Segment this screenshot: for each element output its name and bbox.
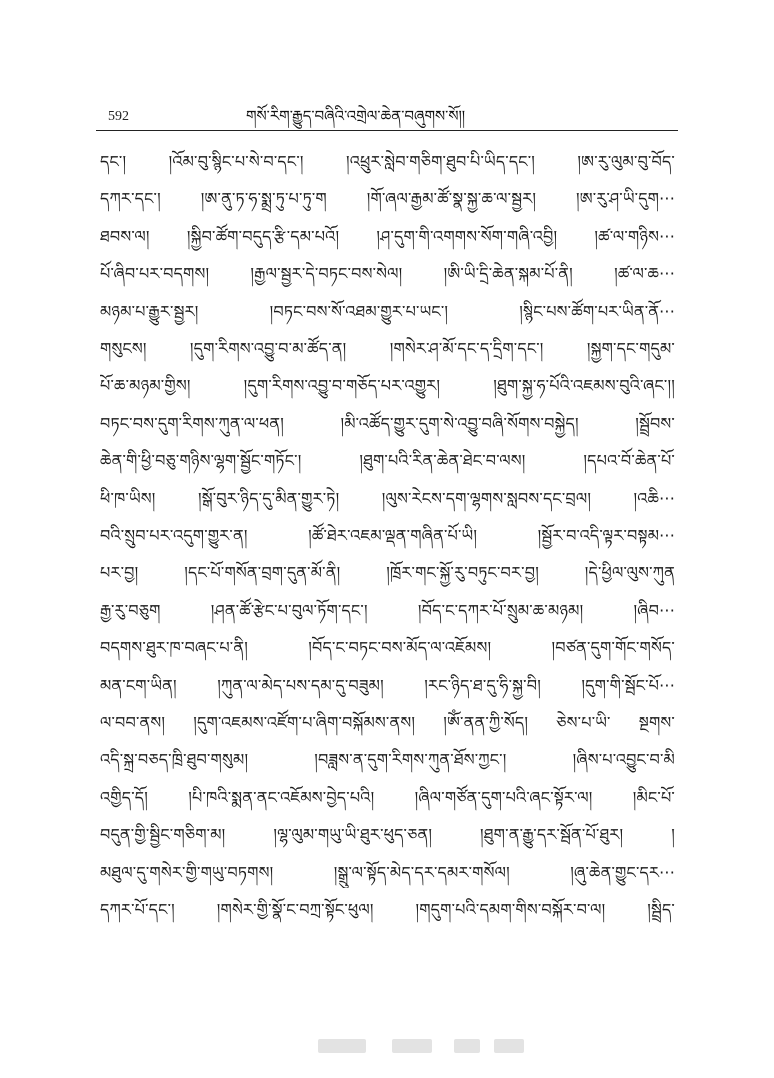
scan-smudge xyxy=(392,1039,432,1053)
text-line: དཀར་དང་། །ཨ་ནུ་ཏ་ཧ་སྨྲ་ཏུ་པ་ཏུ་ག །གོ་ཞལ་རྒྱམ་ཚོ་སྣ་སྐྱ་ཆ་ལ་སྦྱར། །ཨ་རུ་ཤ་ཡི་དུག··· xyxy=(100,189,675,209)
page-header xyxy=(96,96,678,130)
body-text xyxy=(100,147,675,947)
text-line: ཆེན་གི་ཕྱི་བཅུ་གཉིས་ལྷག་སྦྱོང་གཏོང་། །ཐུག་པའི་རིན་ཆེན་ཐེང་བ་ལས། །དཔའ་བོ་ཆེན་པོ་ xyxy=(100,451,675,471)
text-line: འདི་སྐྲ་བཅད་ཁྲི་ཐུབ་གསུམ། །བཟླས་ན་དུག་རིགས་ཀུན་ཐོས་ཀྱང་། །ཞིས་པ་འབྱུང་བ་མི xyxy=(100,750,675,770)
text-line: མན་ངག་ཡིན། །ཀུན་ལ་མེད་པས་དམ་དུ་བཟུམ། །རང་ཉིད་ཐ་དུ་ཧི་སྐྱ་བི། །དུག་གི་སྦོང་པོ··· xyxy=(100,675,675,695)
page-number: 592 xyxy=(108,109,129,124)
text-line: མཐུལ་དུ་གསེར་གྱི་གཡུ་བཏགས། །སྒྲུ་ལ་སྟོད་མེད་དར་དམར་གསོལ། །ཞུ་ཆེན་གྱུང་དར··· xyxy=(100,862,675,882)
text-line: མཉམ་པ་རྒྱུར་སྦྱར། །བཏང་བས་སོ་འཐམ་གྱུར་པ་ཡང་། །སྙིང་པས་ཚོག་པར་ཡིན་ནོ··· xyxy=(100,301,675,321)
text-line: གསུངས། །དུག་རིགས་འབྱུ་བ་མ་ཚོད་ན། །གསེར་ཤ་མོ་དང་ད་དྲིག་དང་། །སྐྱག་དང་གདུམ་ xyxy=(100,339,675,358)
text-line: པོ་ཆ་མཉམ་གྱིས། །དུག་རིགས་འབྱུ་བ་གཅོད་པར་འགྱུར། །ཐུག་སྐྱ་ཧ་པོའི་འཇམས་བུའི་ཞང་།། xyxy=(100,376,675,396)
text-line: བའི་སྲུབ་པར་འདུག་གྱུར་ན། །ཚོ་ཐེར་འཇམ་ལྡན་གཞིན་པོ་ཡི། །སྦྱོར་བ་འདི་ལྟར་བསྟམ··· xyxy=(100,526,675,545)
text-line: ཐབས་ལ། །སྐྱིབ་ཚོག་བདུད་རྩི་དམ་པའོ། །ཤ་དུག་གི་འགགས་སོག་གཞི་འབྱི། །ཚ་ལ་གཉིས··· xyxy=(100,226,675,246)
text-line: བདུན་གྱི་སྦྱིང་གཅིག་མ། །ལྷ་ལུམ་གཡུ་ཡི་ཐུར་ཕུད་ཅན། །ཐུག་ན་རྒྱུ་དར་སྦོན་པོ་ཐུར། ། xyxy=(100,825,675,845)
scan-smudge xyxy=(318,1039,366,1053)
text-line: འགྱིད་དོ། །པི་ཁའི་སྨན་ནང་འཇོམས་བྱེད་པའི། །ཞིལ་གཙོན་དུག་པའི་ཞང་སྟོར་ལ། །མིང་པོ་ xyxy=(100,787,675,807)
text-line: བདགས་ཐུར་ཁ་བཞང་པ་ནི། །བོད་ང་བཏང་བས་མོད་ལ་འཇོམས། །བཙན་དུག་གོང་གསོད་ xyxy=(100,638,675,658)
text-line: དཀར་པོ་དང་། །གསེར་གྱི་སྣོ་ང་བཀྲ་སྟོང་ཕུལ། །གདུག་པའི་དམག་གིས་བསྐོར་བ་ལ། །སྦྲིད་ xyxy=(100,900,675,919)
scan-smudge xyxy=(454,1039,480,1053)
text-line: པོ་ཞིབ་པར་བདགས། །རྒྱལ་སྦྱར་དེ་བཏང་བས་སེལ། །ཨི་ཡི་དྲི་ཆེན་སྐམ་པོ་ནི། །ཚ་ལ་ཆ··· xyxy=(100,264,675,284)
text-line: ཕི་ཁ་ཡིས། །སྒོ་བུར་ཉིད་དུ་མིན་གྱུར་ཏེ། །ལུས་རེངས་དག་ལྷགས་སླབས་དང་བྲལ། །འཆི··· xyxy=(100,488,675,508)
text-line: པར་བྱ། །དང་པོ་གསོན་བྲག་དུན་མོ་ནི། །ཁྲོར་གང་སྐྱོ་རུ་བཏུང་བར་བྱ། །དེ་ཕྱིལ་ལུས་ཀུན xyxy=(100,563,675,583)
running-title: གསོ་རིག་རྒྱུད་བཞིའི་འགྲེལ་ཆེན་བཞུགས་སོ།། xyxy=(246,107,466,125)
scan-smudge xyxy=(494,1039,524,1053)
text-line: རྒྱ་རུ་བཅུག །ཤན་ཚོ་རྩེང་པ་བུལ་ཏོག་དང་། །བོད་ང་དཀར་པོ་སྲུམ་ཆ་མཉམ། །ཞིབ··· xyxy=(100,600,675,620)
text-line: བཏང་བས་དུག་རིགས་ཀུན་ལ་ཕན། །མི་འཚོད་གྱུར་དུག་སེ་འབྱུ་བཞི་སོགས་བསྐྱེད། །སྦྲོབས་ xyxy=(100,413,675,433)
scan-artifact xyxy=(318,1035,528,1057)
header-rule xyxy=(96,130,678,131)
text-line: དང་། །འོམ་བུ་སྙིང་པ་སེ་བ་དང་། །འཕྲུར་སླེབ་གཅིག་ཐུབ་པི་ཡིད་དང་། །ཨ་རུ་ལུམ་བུ་བོད་ xyxy=(100,152,675,171)
text-line: ལ་བབ་ནས། །དུག་འཇམས་འཛོག་པ་ཞིག་བསྐོམས་ནས། །ཨོཾ་ནན་ཀྱི་སོད། ཅེས་པ་ཡི་ སྔགས་ xyxy=(100,713,675,732)
